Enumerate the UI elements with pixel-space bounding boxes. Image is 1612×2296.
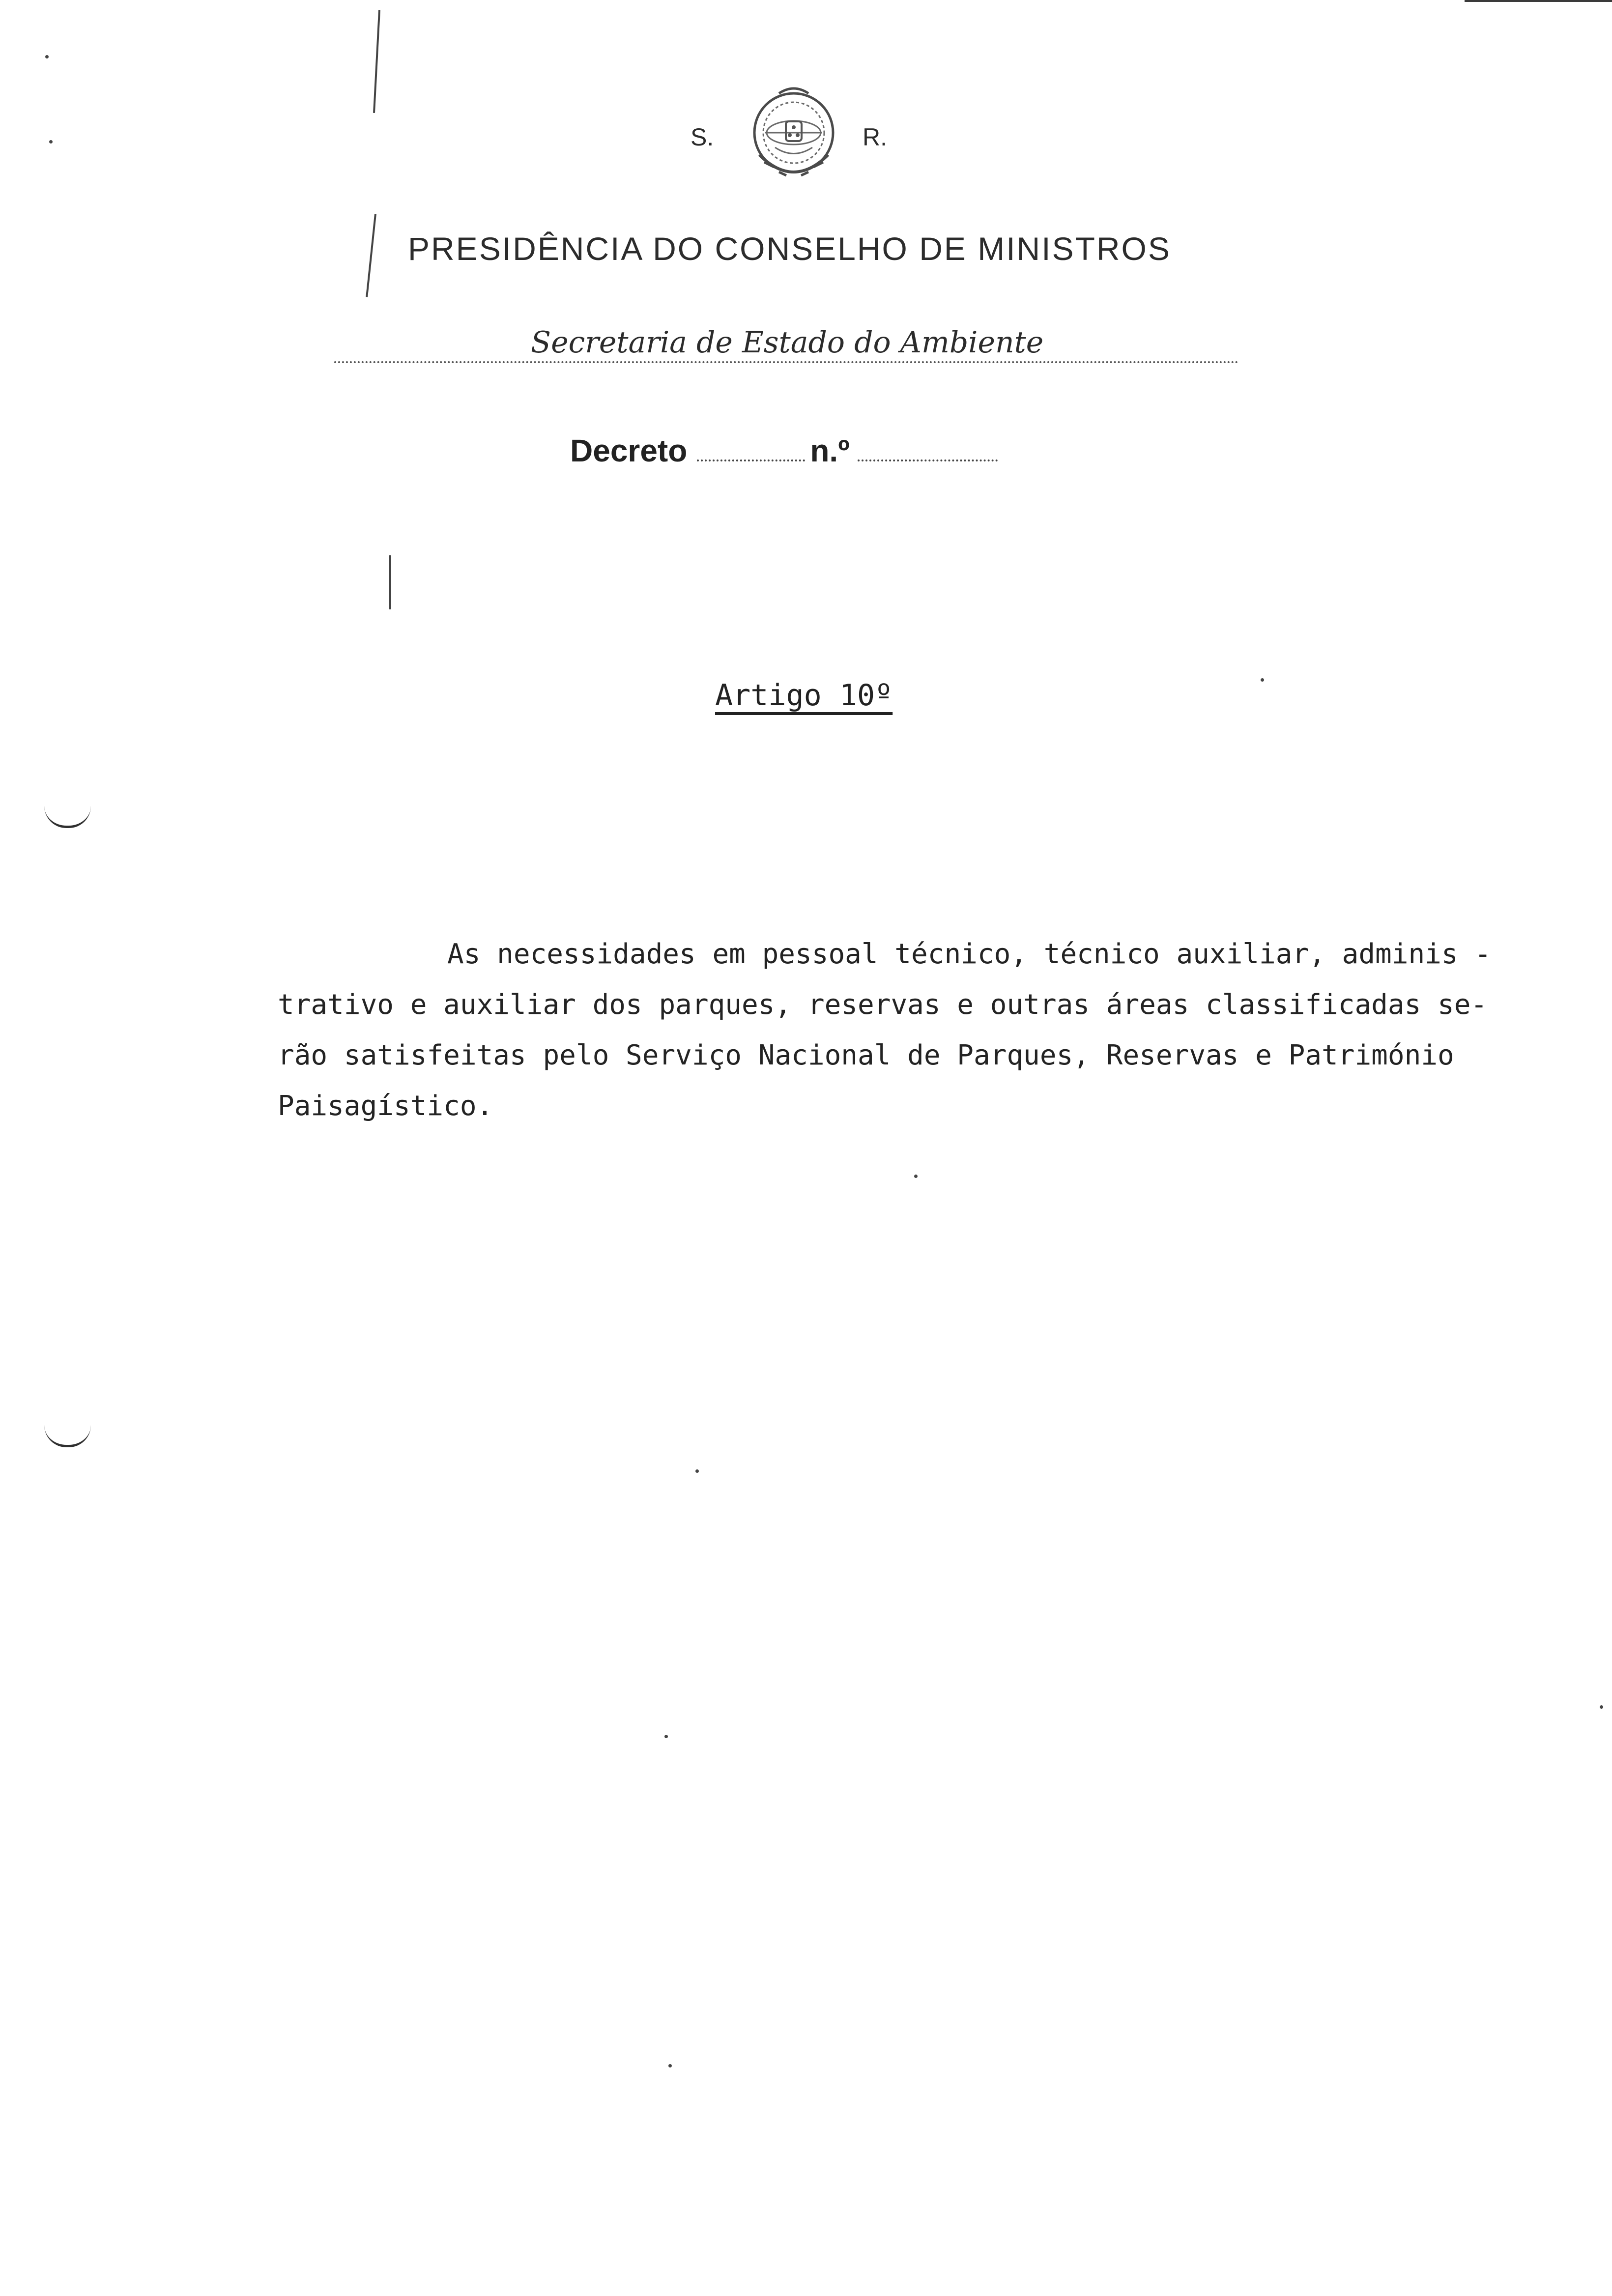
top-edge-rule: [1465, 0, 1612, 2]
decree-blank: [697, 440, 805, 461]
scan-speck: [914, 1175, 918, 1178]
scan-speck: [668, 2064, 672, 2067]
article-body: [278, 929, 1511, 1131]
emblem-letter-left: S.: [691, 123, 714, 151]
body-line: Paisagístico.: [278, 1090, 493, 1122]
article-title: Artigo 10º: [715, 678, 893, 713]
letterhead-emblem-row: [683, 76, 904, 199]
scan-speck: [45, 55, 49, 58]
decree-number-label: n.º: [810, 433, 850, 468]
secretariat-name: Secretaria de Estado do Ambiente: [531, 325, 1044, 360]
body-line: trativo e auxiliar dos parques, reservas e outras áreas classificadas se-: [278, 989, 1488, 1021]
margin-stroke: [366, 214, 376, 297]
decree-line: [570, 432, 998, 469]
emblem-letter-right: R.: [863, 123, 887, 151]
margin-stroke: [373, 10, 380, 113]
decree-label: Decreto: [570, 433, 688, 468]
scan-speck: [49, 140, 53, 144]
coat-of-arms-icon: [745, 81, 843, 194]
decree-number-blank: [858, 440, 998, 461]
scan-speck: [1261, 678, 1264, 682]
binder-hole-mark: [44, 806, 91, 828]
binder-hole-mark: [44, 1425, 91, 1447]
body-line: As necessidades em pessoal técnico, técnico auxiliar, adminis -: [447, 938, 1492, 970]
scan-speck: [1600, 1705, 1603, 1709]
margin-stroke: [389, 555, 391, 609]
body-line: rão satisfeitas pelo Serviço Nacional de Parques, Reservas e Património: [278, 1039, 1454, 1071]
ministry-title: PRESIDÊNCIA DO CONSELHO DE MINISTROS: [408, 230, 1171, 267]
scan-speck: [664, 1735, 668, 1738]
scan-speck: [695, 1469, 699, 1473]
